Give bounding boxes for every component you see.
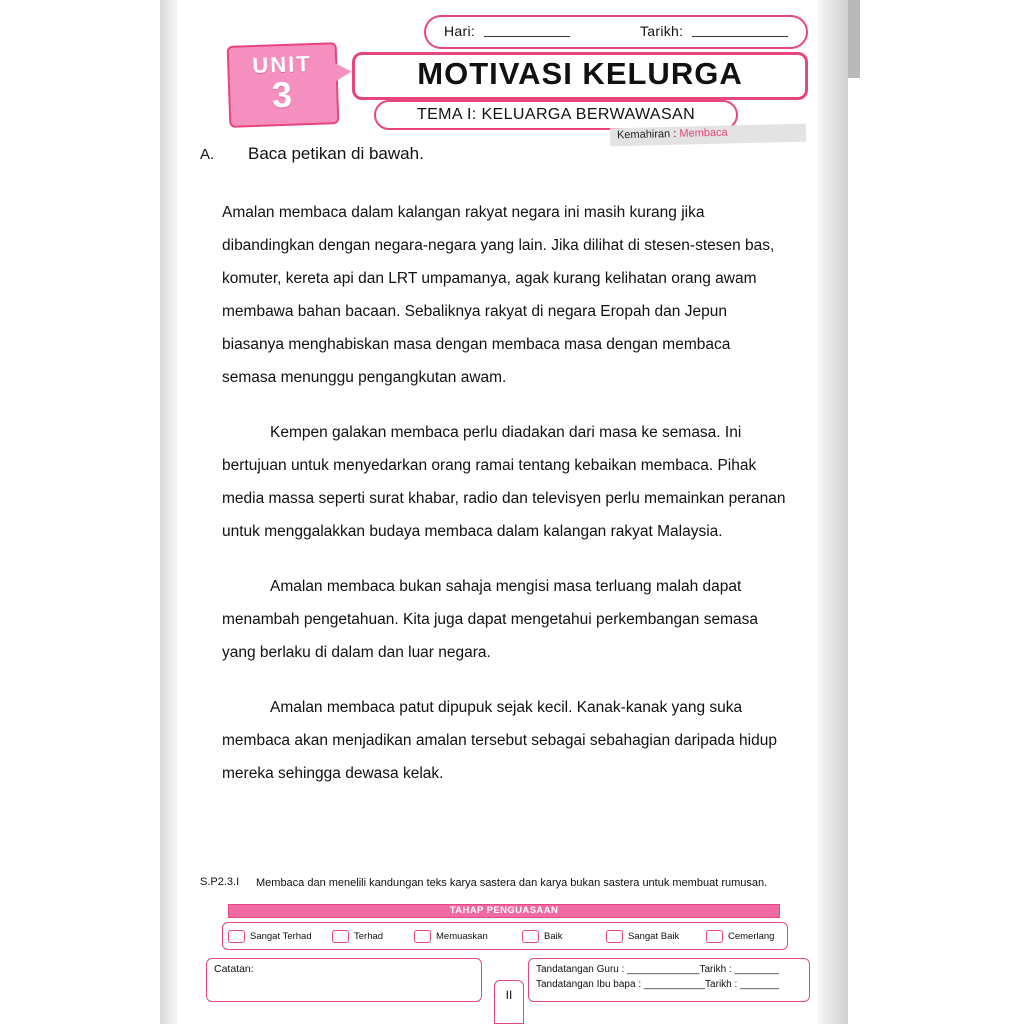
tahap-option-terhad[interactable] [332, 930, 383, 943]
standard-prestasi-description: Membaca dan menelili kandungan teks karya sastera dan karya bukan sastera untuk membuat rumusan. [256, 877, 768, 889]
tahap-option-sangat-terhad[interactable] [228, 930, 312, 943]
tahap-penguasaan-title: TAHAP PENGUASAAN [449, 905, 559, 916]
unit-number: 3 [271, 73, 293, 116]
checkbox-icon[interactable] [332, 930, 349, 943]
tahap-option-label: Terhad [354, 931, 384, 942]
scan-left-margin [0, 0, 178, 1024]
tema-label: TEMA I: KELUARGA BERWAWASAN [416, 106, 696, 123]
checkbox-icon[interactable] [522, 930, 539, 943]
catatan-label: Catatan: [214, 963, 254, 975]
checkbox-icon[interactable] [414, 930, 431, 943]
tahap-option-label: Sangat Terhad [250, 931, 312, 942]
tandatangan-ibubapa-line: Tandatangan Ibu bapa : ___________Tarikh : _______ [536, 979, 779, 990]
tahap-option-sangat-baik[interactable] [606, 930, 679, 943]
tahap-option-baik[interactable] [522, 930, 562, 943]
tahap-option-label: Cemerlang [728, 931, 775, 942]
kemahiran-label: Kemahiran : [616, 127, 677, 142]
passage-paragraph: Amalan membaca patut dipupuk sejak kecil. Kanak-kanak yang suka membaca akan menjadikan amalan tersebut sebagai sebahagian daripada hidup mereka sehingga dewasa kelak. [222, 699, 777, 782]
unit-label: UNIT [251, 50, 313, 79]
checkbox-icon[interactable] [228, 930, 245, 943]
tahap-option-label: Baik [544, 931, 563, 942]
tahap-option-cemerlang[interactable] [706, 930, 774, 943]
standard-prestasi-code: S.P2.3.I [200, 876, 240, 888]
tandatangan-guru-line: Tandatangan Guru : _____________Tarikh : ________ [536, 964, 779, 975]
kemahiran-value: Membaca [679, 126, 728, 140]
checkbox-icon[interactable] [606, 930, 623, 943]
checkbox-icon[interactable] [706, 930, 723, 943]
tarikh-write-line[interactable] [692, 36, 788, 37]
tahap-option-memuaskan[interactable] [414, 930, 488, 943]
tarikh-label: Tarikh: [640, 23, 684, 39]
tahap-option-label: Sangat Baik [628, 931, 680, 942]
date-fields-box [424, 15, 808, 49]
section-letter: A. [200, 146, 215, 163]
hari-write-line[interactable] [484, 36, 570, 37]
page-number-box [494, 980, 524, 1024]
passage-text [222, 196, 788, 812]
passage-paragraph: Amalan membaca bukan sahaja mengisi masa terluang malah dapat menambah pengetahuan. Kita juga dapat mengetahui perkembangan semasa yang berlaku di dalam dan luar negara. [222, 578, 758, 661]
tahap-option-label: Memuaskan [436, 931, 488, 942]
passage-paragraph: Amalan membaca dalam kalangan rakyat negara ini masih kurang jika dibandingkan dengan negara-negara yang lain. Jika dilihat di stesen-stesen bas, komuter, kereta api dan LRT umpamanya, agak kurang kelihatan orang awam membawa bahan bacaan. Sebaliknya rakyat di negara Eropah dan Jepun biasanya menghabiskan masa dengan membaca masa dengan membaca semasa menunggu pengangkutan awam. [222, 204, 775, 386]
passage-paragraph: Kempen galakan membaca perlu diadakan dari masa ke semasa. Ini bertujuan untuk menyedarkan orang ramai tentang kebaikan membaca. Pihak media massa seperti surat khabar, radio dan televisyen perlu memainkan peranan untuk menggalakkan budaya membaca dalam kalangan rakyat Malaysia. [222, 424, 786, 540]
page-title: MOTIVASI KELURGA [417, 56, 743, 91]
section-instruction: Baca petikan di bawah. [248, 144, 424, 163]
page-number: II [505, 988, 513, 1002]
hari-label: Hari: [444, 23, 476, 39]
